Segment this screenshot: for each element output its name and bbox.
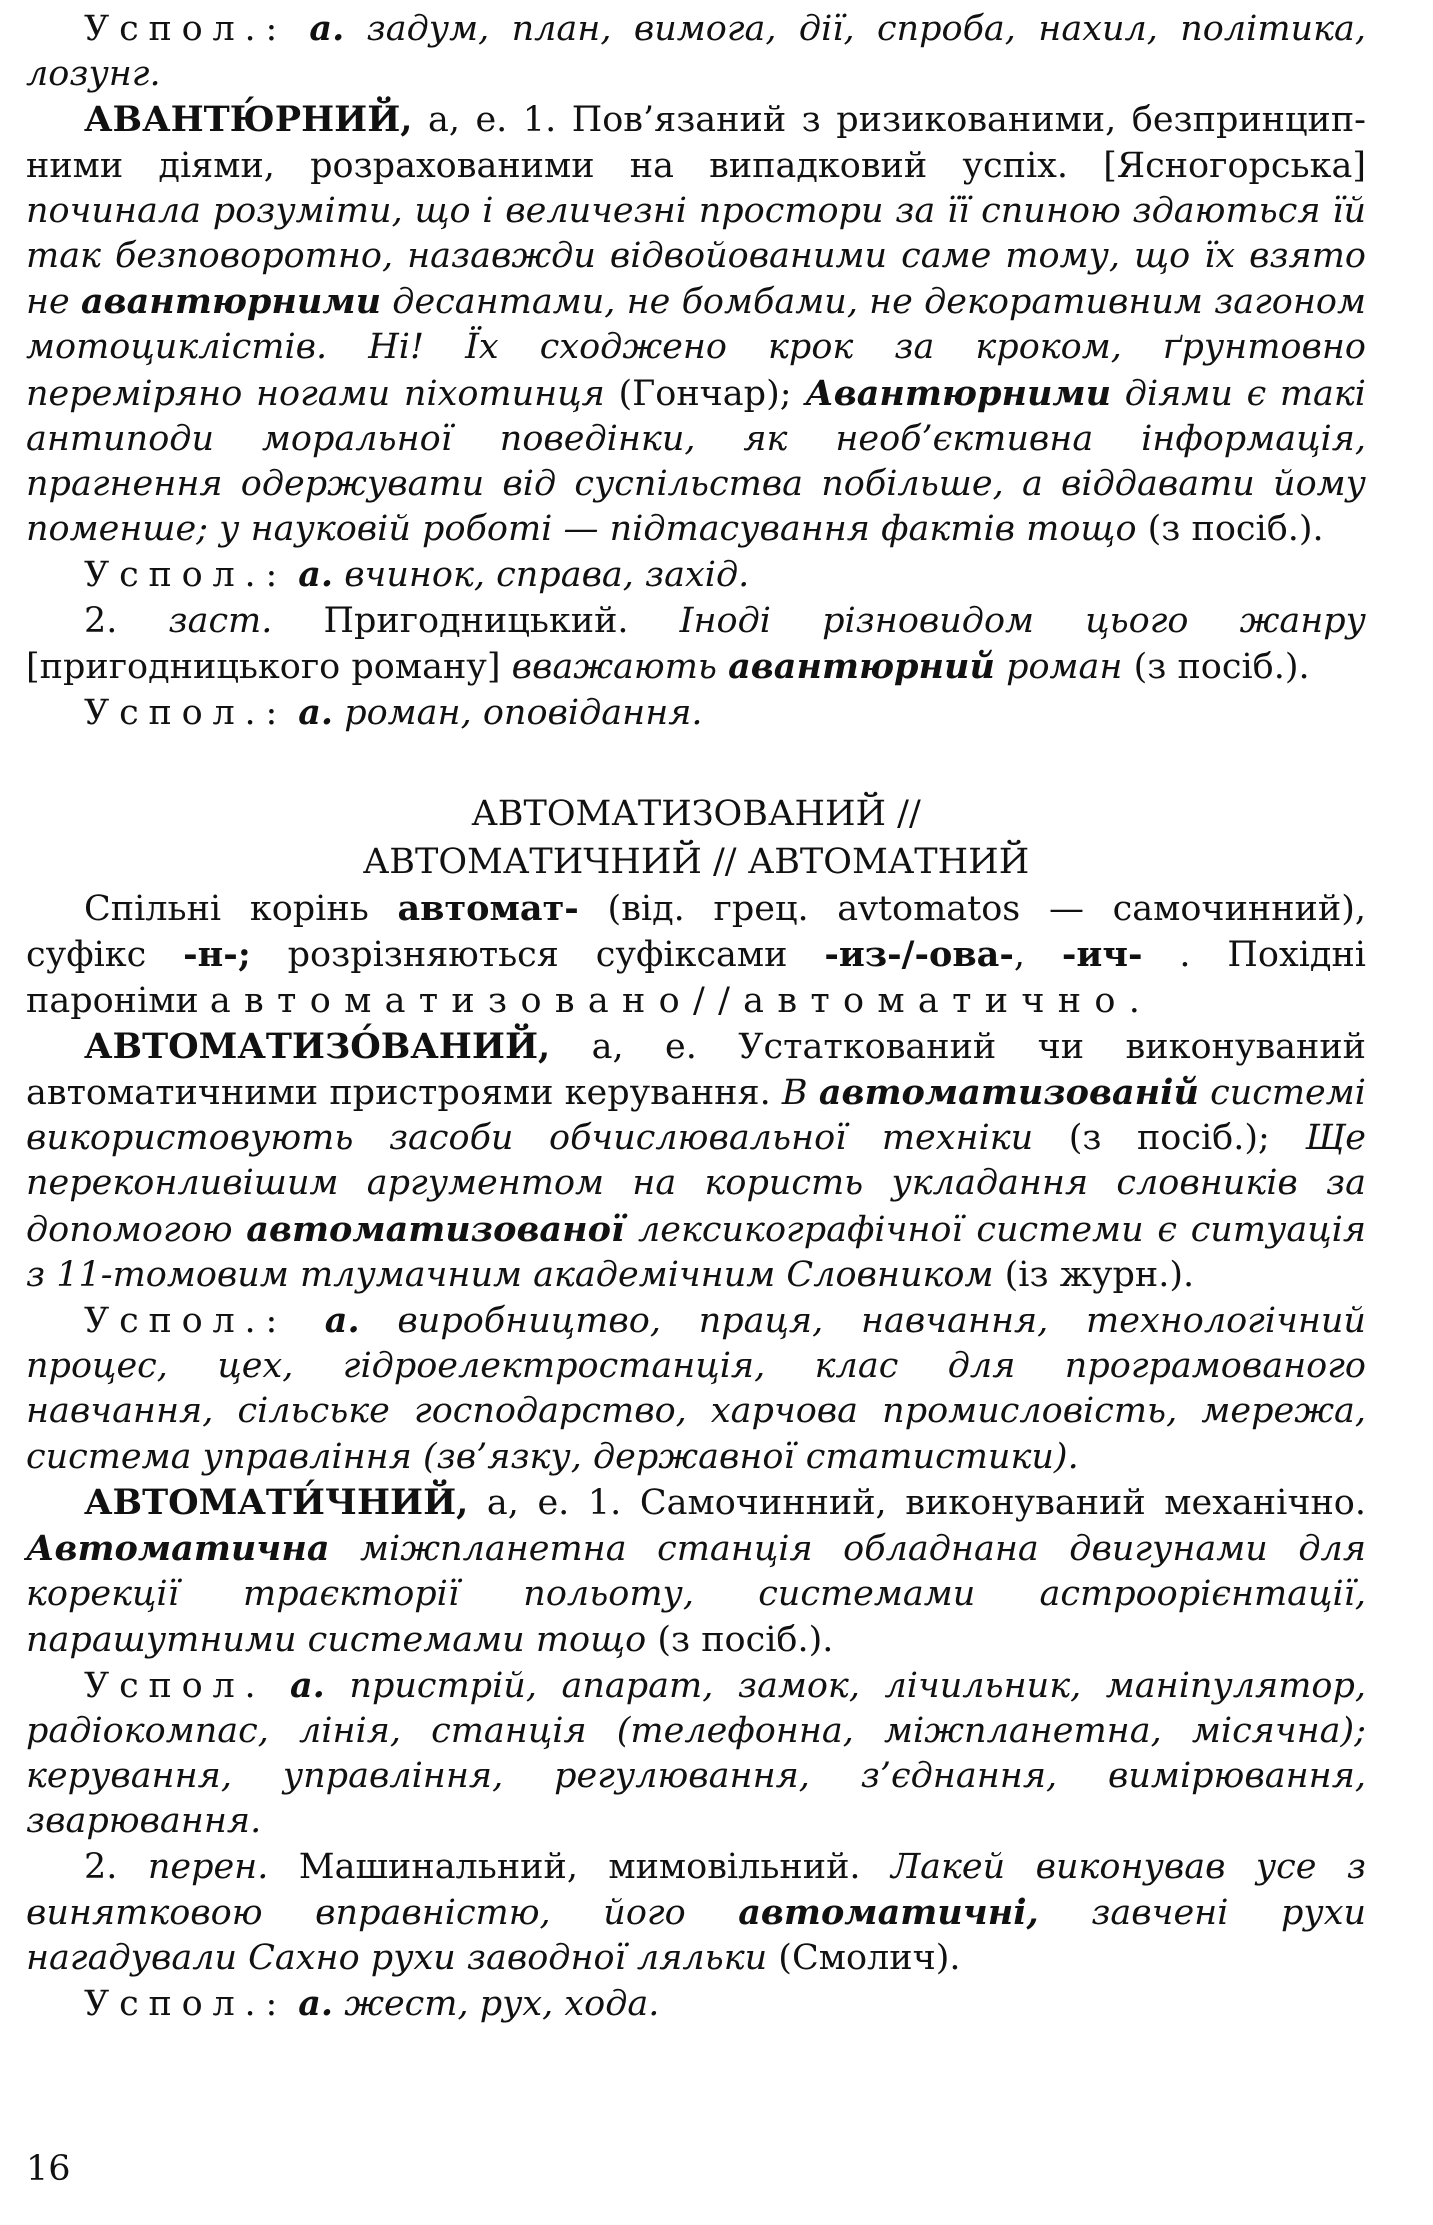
usage-abbr: а. — [290, 1664, 325, 1706]
intro-text: (від. грец. avtomatos — самочинний), суфікс — [26, 889, 1366, 976]
intro-suffix: -н-; — [183, 934, 251, 976]
section-heading-line-2: АВТОМАТИЧНИЙ // АВТОМАТНИЙ — [362, 842, 1030, 883]
usage-abbr: а. — [309, 8, 345, 49]
quote-text: роман — [994, 646, 1123, 687]
quote-text: Ще переконливішим аргументом на користь укладання словників за допомогою — [26, 1118, 1366, 1250]
usage-text: задум, план, вимога, дії, спроба, нахил, політика, лозунг. — [26, 9, 1366, 95]
usage-text: вчинок, справа, захід. — [333, 555, 750, 596]
section-intro — [26, 886, 1366, 1024]
quote-headword: Автоматична — [26, 1528, 330, 1570]
usage-label: Успол.: — [84, 1301, 288, 1342]
sense-number: 2. — [84, 1846, 148, 1887]
headword: АВТОМАТИЗО́ВАНИЙ, — [84, 1025, 551, 1067]
usage-label: Успол.: — [84, 555, 288, 596]
quote-text: міжпланетна станція обладнана двигунами для корекції траєкторії польоту, системами астроорієнтації, парашутними системами тощо — [26, 1529, 1366, 1660]
quote-source: (з посіб.); — [1033, 1118, 1306, 1159]
usage-line — [26, 690, 1366, 736]
usage-line — [26, 1663, 1366, 1845]
headword: АВАНТЮ́РНИЙ, — [84, 99, 413, 141]
quote-text: лексикографічної системи є ситуація з 11-томовим тлумачним академічним Словником — [26, 1209, 1366, 1295]
quote-source: (Смолич). — [767, 1937, 961, 1978]
usage-abbr: а. — [298, 692, 334, 734]
definition: Пригодницький. — [272, 600, 680, 641]
usage-line — [26, 552, 1366, 598]
quote-headword: авантюрними — [80, 281, 382, 323]
quote-source: (з посіб.). — [1122, 646, 1310, 687]
intro-suffixes: -из-/-ова- — [824, 934, 1014, 976]
section-heading-line-1: АВТОМАТИЗОВАНИЙ // — [471, 794, 921, 835]
usage-text: роман, оповідання. — [333, 693, 703, 734]
sense-label: заст. — [168, 600, 273, 641]
quote-headword: автоматизованій — [818, 1072, 1199, 1114]
intro-text: , — [1013, 935, 1062, 976]
intro-text: . Похідні пароніми — [26, 935, 1366, 1021]
quote-headword: авантюрний — [728, 645, 995, 687]
usage-line — [26, 1298, 1366, 1480]
quote-text: В — [781, 1073, 819, 1114]
definition: а, е. Устаткований чи виконуваний автоматичними пристроями керування. — [26, 1026, 1366, 1114]
usage-line — [26, 6, 1366, 97]
intro-paronyms: автоматизовано//автоматично. — [209, 980, 1154, 1021]
quote-text: Лакей виконував усе з винятковою вправністю, його — [26, 1846, 1366, 1933]
intro-root: автомат- — [397, 888, 579, 930]
quote-text: діями є такі антиподи моральної поведінки, як необ’єктивна інформація, прагнення одержувати від суспільства побільше, а віддавати йому поменше; у науковій роботі — підтасування фактів тощо — [26, 373, 1366, 550]
usage-label: Успол.: — [84, 9, 288, 49]
sense-number: 2. — [84, 600, 169, 641]
definition: а, е. 1. Пов’язаний з ризикованими, безпринципними діями, розрахованими на випадковий успіх. [Ясногорська] — [26, 100, 1366, 186]
quote-source: (з посіб.). — [1136, 509, 1324, 550]
definition: Машинальний, мимовільний. — [268, 1846, 891, 1887]
definition: а, е. 1. Самочинний, виконуваний механічно. — [468, 1482, 1366, 1523]
quote-text: вважають — [511, 646, 729, 687]
quote-source: (із журн.). — [993, 1254, 1195, 1295]
entry-avantiurnyi — [26, 97, 1366, 552]
quote-text: Іноді різновидом цього жанру — [679, 600, 1366, 641]
intro-text: Спільні корінь — [84, 889, 398, 930]
quote-headword: автоматичні, — [738, 1891, 1039, 1933]
usage-label: Успол. — [84, 1665, 266, 1706]
usage-label: Успол.: — [84, 693, 288, 734]
intro-text: розрізняються суфіксами — [250, 935, 825, 976]
text-column — [26, 6, 1366, 2027]
section-gap — [26, 736, 1366, 790]
quote-text: починала розуміти, що і величезні простори за її спиною здаються їй так безповоротно, назавжди відвойованими саме тому, що їх взято не — [26, 190, 1366, 323]
usage-text: жест, рух, хода. — [333, 1984, 660, 2025]
quote-headword: Авантюрними — [805, 372, 1112, 414]
entry-avtomatyzovanyi — [26, 1024, 1366, 1298]
quote-text: завчені рухи нагадували Сахно рухи заводної ляльки — [26, 1892, 1366, 1978]
usage-line — [26, 1981, 1366, 2027]
headword: АВТОМАТИ́ЧНИЙ, — [84, 1481, 469, 1523]
sense-label: перен. — [147, 1846, 269, 1887]
usage-abbr: а. — [324, 1300, 360, 1342]
usage-abbr: а. — [298, 554, 334, 596]
sense-2 — [26, 599, 1366, 690]
quote-bracket: [пригодницького роману] — [26, 646, 512, 687]
quote-text: системі використовують засоби обчислювальної техніки — [26, 1073, 1366, 1159]
entry-avtomatychnyi — [26, 1480, 1366, 1663]
usage-text: пристрій, апарат, замок, лічильник, маніпулятор, радіокомпас, лінія, станція (телефонна, міжпланетна, місячна); керування, управління, регулювання, з’єднання, вимірювання, зварювання. — [26, 1665, 1366, 1842]
quote-headword: автоматизованої — [246, 1208, 625, 1250]
quote-source: (з посіб.). — [646, 1619, 834, 1660]
usage-abbr: а. — [298, 1983, 334, 2025]
intro-suffix-2: -ич- — [1061, 934, 1143, 976]
usage-label: Успол.: — [84, 1984, 288, 2025]
usage-text: виробництво, праця, навчання, технологічний процес, цех, гідроелектростанція, клас для програмованого навчання, сільське господарство, харчова промисловість, мережа, система управління (зв’язку, державної статистики). — [26, 1301, 1366, 1477]
sense-2 — [26, 1845, 1366, 1982]
page-number: 16 — [26, 2149, 71, 2189]
quote-source: (Гончар); — [604, 373, 806, 414]
quote-text: десантами, не бомбами, не декоративним загоном мотоциклістів. Ні! Їх сходжено крок за кроком, ґрунтовно переміряно ногами піхотинця — [26, 282, 1366, 414]
